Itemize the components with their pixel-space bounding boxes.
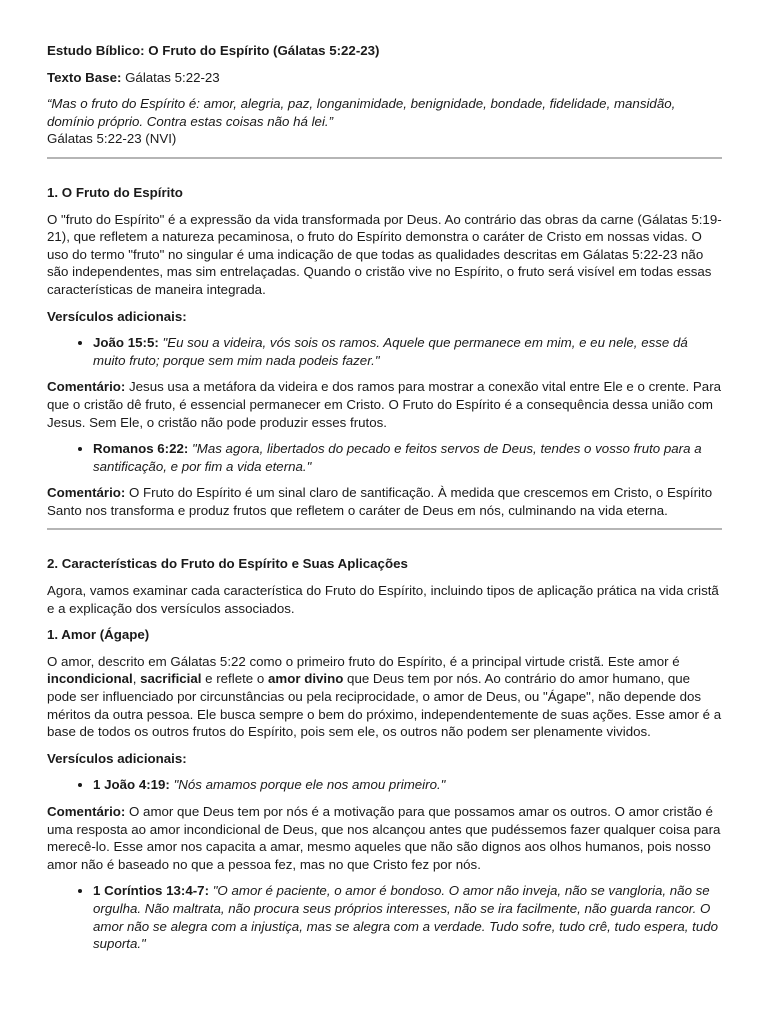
section-2-heading: 2. Características do Fruto do Espírito e Suas Aplicações [47, 556, 408, 572]
section-1-heading: 1. O Fruto do Espírito [47, 184, 183, 200]
paragraph-text: que Deus tem por nós. Ao contrário do amor humano, que pode ser influenciado por circunstâncias ou pela reciprocidade, o amor de Deus, ou "Ágape", não depende dos méritos da outra pessoa. Ele busca sempre o bem do próximo, independentemente de suas ações. Esse amor é a base de todos os outros frutos do Espírito, pois sem ele, os outros não podem ser plenamente vividos. [47, 671, 722, 740]
emphasis-text: amor divino [267, 671, 344, 687]
section-divider [47, 157, 722, 159]
base-text-label: Texto Base: [47, 69, 122, 85]
section-2-verse-list-2 [47, 882, 722, 952]
scripture-quote [47, 95, 722, 148]
scripture-quote-reference: Gálatas 5:22-23 (NVI) [47, 131, 177, 147]
verse-text: "O amor é paciente, o amor é bondoso. O amor não inveja, não se vangloria, não se orgulha. Não maltrata, não procura seus próprios interesses, não se ira facilmente, não guarda rancor. O amor não se alegra com a injustiça, mas se alegra com a verdade. Tudo sofre, tudo crê, tudo espera, tudo suporta." [93, 883, 719, 952]
section-1-comment-2 [47, 484, 722, 519]
paragraph-text: , [132, 671, 141, 687]
section-2-subheading: 1. Amor (Ágape) [47, 627, 150, 643]
verse-item [93, 440, 722, 475]
document-page [47, 42, 722, 962]
verse-item [93, 776, 722, 794]
section-1-verses-label: Versículos adicionais: [47, 308, 187, 324]
verse-text: "Mas agora, libertados do pecado e feitos servos de Deus, tendes o vosso fruto para a santificação, e por fim a vida eterna." [93, 441, 702, 474]
section-1-comment-1 [47, 378, 722, 431]
verse-text: "Eu sou a videira, vós sois os ramos. Aquele que permanece em mim, e eu nele, esse dá muito fruto; porque sem mim nada podeis fazer." [93, 335, 688, 368]
comment-label: Comentário: [47, 804, 126, 819]
section-1-paragraph: O "fruto do Espírito" é a expressão da vida transformada por Deus. Ao contrário das obras da carne (Gálatas 5:19-21), que refletem a natureza pecaminosa, o fruto do Espírito demonstra o caráter de Cristo em nossas vidas. O uso do termo "fruto" no singular é uma indicação de que todas as qualidades descritas em Gálatas 5:22-23 não são independentes, mas sim entrelaçadas. Quando o cristão vive no Espírito, o fruto será visível em todas essas características de maneira integrada. [47, 211, 722, 297]
paragraph-text: e reflete o [201, 671, 268, 687]
comment-label: Comentário: [47, 379, 126, 395]
section-1-verse-list-2 [47, 440, 722, 475]
emphasis-text: sacrificial [140, 671, 202, 687]
section-divider [47, 528, 722, 530]
comment-text: O amor que Deus tem por nós é a motivação para que possamos amar os outros. O amor cristão é uma resposta ao amor incondicional de Deus, que nos alcançou antes que pudéssemos fazer qualquer coisa para merecê-lo. Esse amor nos capacita a amar, mesmo aqueles que não são dignos aos olhos humanos, pois nosso amor não é baseado no que a pessoa fez, mas no que Cristo fez por nós. [47, 804, 721, 872]
verse-reference: João 15:5: [93, 335, 159, 351]
section-2-paragraph [47, 653, 722, 741]
comment-text: O Fruto do Espírito é um sinal claro de santificação. À medida que crescemos em Cristo, o Espírito Santo nos transforma e produz frutos que refletem o caráter de Deus em nós, culminando na vida eterna. [47, 485, 713, 518]
scripture-quote-text: “Mas o fruto do Espírito é: amor, alegria, paz, longanimidade, benignidade, bondade, fidelidade, mansidão, domínio próprio. Contra estas coisas não há lei.” [47, 96, 676, 129]
emphasis-text: incondicional [47, 671, 133, 687]
verse-text: "Nós amamos porque ele nos amou primeiro." [169, 777, 446, 793]
verse-reference: 1 João 4:19: [93, 777, 170, 793]
verse-reference: Romanos 6:22: [93, 441, 189, 457]
section-2-intro: Agora, vamos examinar cada característica do Fruto do Espírito, incluindo tipos de aplicação prática na vida cristã e a explicação dos versículos associados. [47, 583, 719, 616]
section-2-verses-label: Versículos adicionais: [47, 750, 187, 766]
document-title: Estudo Bíblico: O Fruto do Espírito (Gálatas 5:22-23) [47, 43, 380, 58]
comment-label: Comentário: [47, 485, 126, 501]
paragraph-text: O amor, descrito em Gálatas 5:22 como o primeiro fruto do Espírito, é a principal virtude cristã. Este amor é [47, 653, 680, 669]
comment-text: Jesus usa a metáfora da videira e dos ramos para mostrar a conexão vital entre Ele e o crente. Para que o cristão dê fruto, é essencial permanecer em Cristo. O Fruto do Espírito é a consequência dessa união com Jesus. Sem Ele, o cristão não pode produzir esses frutos. [47, 379, 722, 430]
section-1-verse-list-1 [47, 334, 722, 369]
verse-item [93, 882, 722, 952]
section-2-comment-1 [47, 803, 722, 873]
verse-item [93, 334, 722, 369]
section-2-verse-list-1 [47, 776, 722, 794]
base-text-value: Gálatas 5:22-23 [121, 69, 220, 85]
base-text-line [47, 69, 722, 87]
verse-reference: 1 Coríntios 13:4-7: [93, 883, 210, 899]
